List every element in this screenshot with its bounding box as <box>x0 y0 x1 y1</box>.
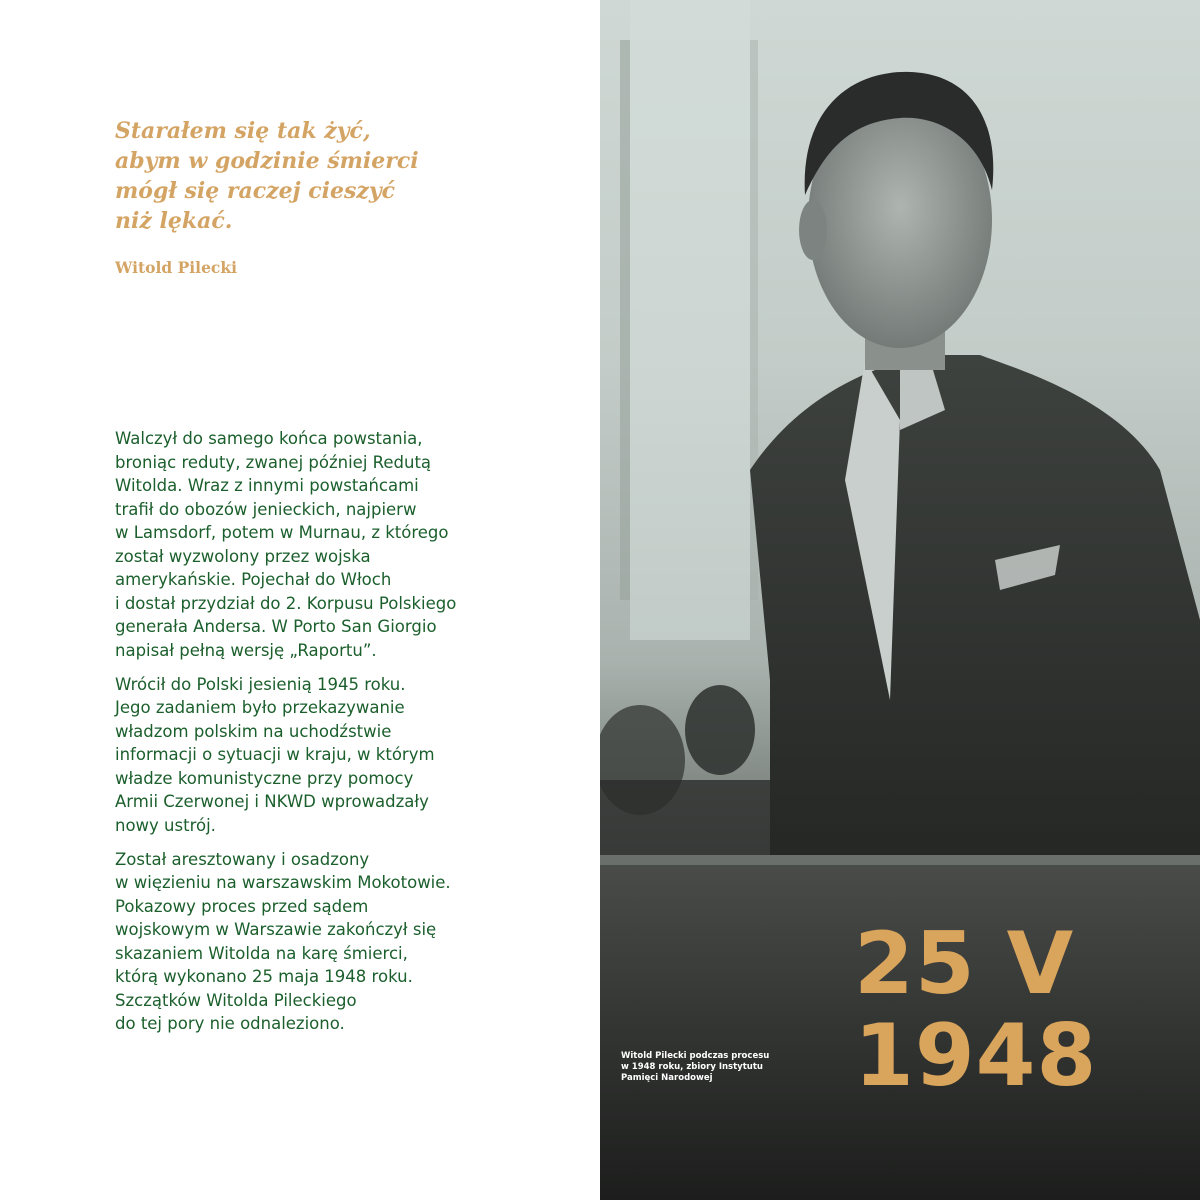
quote-line: Starałem się tak żyć, <box>115 118 371 144</box>
text-line: którą wykonano 25 maja 1948 roku. <box>115 967 413 986</box>
paragraph <box>115 848 575 1036</box>
photo-caption <box>621 1051 821 1084</box>
text-line: Wrócił do Polski jesienią 1945 roku. <box>115 674 406 694</box>
text-line: generała Andersa. W Porto San Giorgio <box>115 617 437 636</box>
paragraph <box>115 673 575 838</box>
text-line: władzom polskim na uchodźstwie <box>115 721 392 741</box>
quote-author: Witold Pilecki <box>115 258 238 277</box>
wall-pillar <box>620 40 630 600</box>
text-line: Witolda. Wraz z innymi powstańcami <box>115 476 419 495</box>
caption-line: Witold Pilecki podczas procesu <box>621 1051 770 1061</box>
quote-line: niż lękać. <box>115 208 233 234</box>
audience-figure <box>685 685 755 775</box>
text-line: Walczył do samego końca powstania, <box>115 429 423 448</box>
text-line: Został aresztowany i osadzony <box>115 849 370 869</box>
quote-line: mógł się raczej cieszyć <box>115 178 396 204</box>
wall-panel <box>630 0 750 640</box>
paragraph <box>115 427 575 662</box>
date-line: 1948 <box>854 1006 1098 1106</box>
text-line: trafił do obozów jenieckich, najpierw <box>115 499 417 519</box>
execution-date <box>854 914 1194 1106</box>
date-line: 25 V <box>854 914 1075 1014</box>
text-line: do tej pory nie odnaleziono. <box>115 1014 345 1033</box>
ear <box>799 200 827 260</box>
text-line: amerykańskie. Pojechał do Włoch <box>115 570 392 589</box>
text-line: nowy ustrój. <box>115 815 216 835</box>
text-line: wojskowym w Warszawie zakończył się <box>115 920 437 939</box>
text-line: Armii Czerwonej i NKWD wprowadzały <box>115 792 429 811</box>
text-line: został wyzwolony przez wojska <box>115 546 371 566</box>
text-line: napisał pełną wersję „Raportu”. <box>115 640 377 660</box>
caption-line: w 1948 roku, zbiory Instytutu <box>621 1062 763 1072</box>
text-line: w Lamsdorf, potem w Murnau, z którego <box>115 523 449 542</box>
text-line: i dostał przydział do 2. Korpusu Polskiego <box>115 593 457 613</box>
body-text <box>115 427 575 1046</box>
text-line: Szczątków Witolda Pileckiego <box>115 990 357 1010</box>
text-line: skazaniem Witolda na karę śmierci, <box>115 943 408 963</box>
text-line: Jego zadaniem było przekazywanie <box>115 698 405 717</box>
quote <box>115 116 555 236</box>
quote-line: abym w godzinie śmierci <box>115 148 419 174</box>
suit <box>750 355 1200 900</box>
text-line: władze komunistyczne przy pomocy <box>115 768 414 788</box>
text-line: informacji o sytuacji w kraju, w którym <box>115 745 435 764</box>
text-line: w więzieniu na warszawskim Mokotowie. <box>115 873 451 892</box>
witness-stand-rail <box>600 855 1200 865</box>
text-line: Pokazowy proces przed sądem <box>115 896 369 916</box>
text-line: broniąc reduty, zwanej później Redutą <box>115 452 432 472</box>
caption-line: Pamięci Narodowej <box>621 1073 713 1083</box>
